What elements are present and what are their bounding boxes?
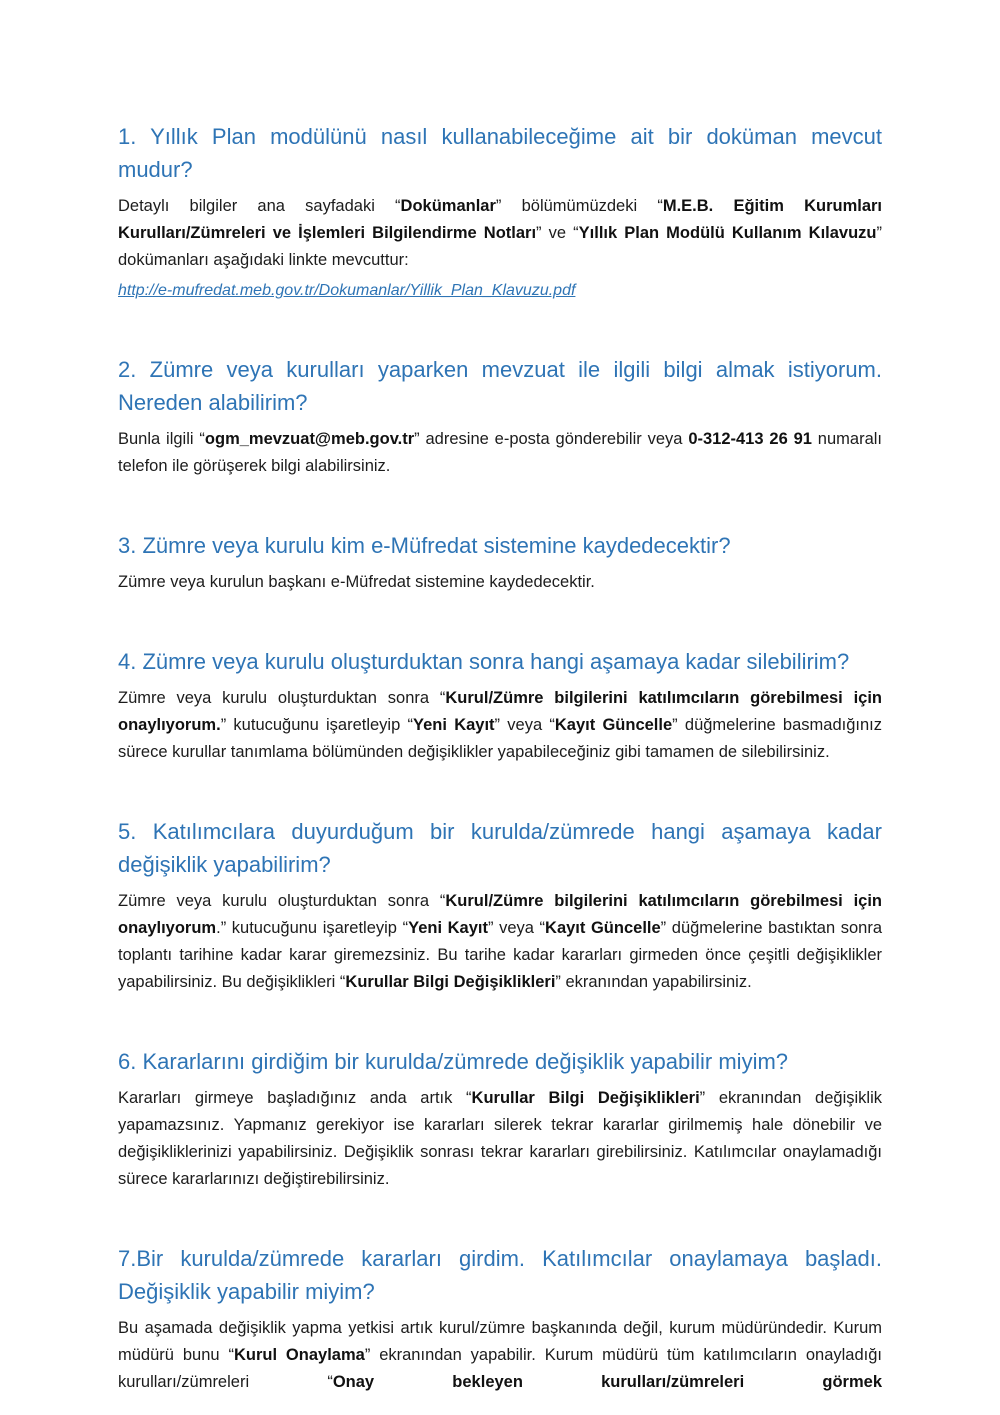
faq-section-5 — [118, 815, 882, 996]
faq-answer-1: Detaylı bilgiler ana sayfadaki “Dokümanlar” bölümümüzdeki “M.E.B. Eğitim Kurumları Kurulları/Zümreleri ve İşlemleri Bilgilendirme Notları” ve “Yıllık Plan Modülü Kullanım Kılavuzu” dokümanları aşağıdaki linkte mevcuttur: — [118, 197, 882, 269]
faq-answer-3: Zümre veya kurulun başkanı e-Müfredat sistemine kaydedecektir. — [118, 573, 595, 591]
faq-answer-5: Zümre veya kurulu oluşturduktan sonra “Kurul/Zümre bilgilerini katılımcıların görebilmesi için onaylıyorum.” kutucuğunu işaretleyip “Yeni Kayıt” veya “Kayıt Güncelle” düğmelerine bastıktan sonra toplantı tarihine kadar karar giremezsiniz. Bu tarihe kadar kararları girmeden önce çeşitli değişiklikler yapabilirsiniz. Bu değişiklikleri “Kurullar Bilgi Değişiklikleri” ekranından yapabilirsiniz. — [118, 892, 883, 991]
faq-section-1 — [118, 120, 882, 304]
document-hyperlink[interactable]: http://e-mufredat.meb.gov.tr/Dokumanlar/Yillik_Plan_Klavuzu.pdf — [118, 282, 576, 299]
faq-answer-7: Bu aşamada değişiklik yapma yetkisi artık kurul/zümre başkanında değil, kurum müdüründedir. Kurum müdürü bunu “Kurul Onaylama” ekranından yapabilir. Kurum müdürü tüm katılımcıların onayladığı kurulları/zümreleri “Onay bekleyen kurulları/zümreleri görmek — [118, 1319, 882, 1391]
faq-section-3 — [118, 529, 882, 596]
faq-question-6: 6. Kararlarını girdiğim bir kurulda/zümrede değişiklik yapabilir miyim? — [118, 1049, 789, 1074]
faq-question-3: 3. Zümre veya kurulu kim e-Müfredat sistemine kaydedecektir? — [118, 533, 731, 558]
faq-answer-4: Zümre veya kurulu oluşturduktan sonra “Kurul/Zümre bilgilerini katılımcıların görebilmesi için onaylıyorum.” kutucuğunu işaretleyip “Yeni Kayıt” veya “Kayıt Güncelle” düğmelerine basmadığınız sürece kurullar tanımlama bölümünden değişiklikler yapabileceğiniz gibi tamamen de silebilirsiniz. — [118, 689, 882, 761]
faq-question-4: 4. Zümre veya kurulu oluşturduktan sonra hangi aşamaya kadar silebilirim? — [118, 649, 850, 674]
faq-section-2 — [118, 353, 882, 480]
faq-section-6 — [118, 1045, 882, 1193]
faq-question-5: 5. Katılımcılara duyurduğum bir kurulda/zümrede hangi aşamaya kadar değişiklik yapabilirim? — [118, 819, 882, 877]
faq-question-2: 2. Zümre veya kurulları yaparken mevzuat ile ilgili bilgi almak istiyorum. Nereden alabilirim? — [118, 357, 882, 415]
faq-section-4 — [118, 645, 882, 766]
faq-answer-2: Bunla ilgili “ogm_mevzuat@meb.gov.tr” adresine e-posta gönderebilir veya 0-312-413 26 91 numaralı telefon ile görüşerek bilgi alabilirsiniz. — [118, 430, 882, 475]
faq-question-1: 1. Yıllık Plan modülünü nasıl kullanabileceğime ait bir doküman mevcut mudur? — [118, 124, 882, 182]
faq-section-7 — [118, 1242, 882, 1396]
faq-answer-6: Kararları girmeye başladığınız anda artık “Kurullar Bilgi Değişiklikleri” ekranından değişiklik yapamazsınız. Yapmanız gerekiyor ise kararları silerek tekrar kararlar girilmemiş hale dönebilir ve değişikliklerinizi yapabilirsiniz. Değişiklik sonrası tekrar kararları girebilirsiniz. Katılımcılar onaylamadığı sürece kararlarınızı değiştirebilirsiniz. — [118, 1089, 882, 1188]
faq-question-7: 7.Bir kurulda/zümrede kararları girdim. Katılımcılar onaylamaya başladı. Değişiklik yapabilir miyim? — [118, 1246, 882, 1304]
